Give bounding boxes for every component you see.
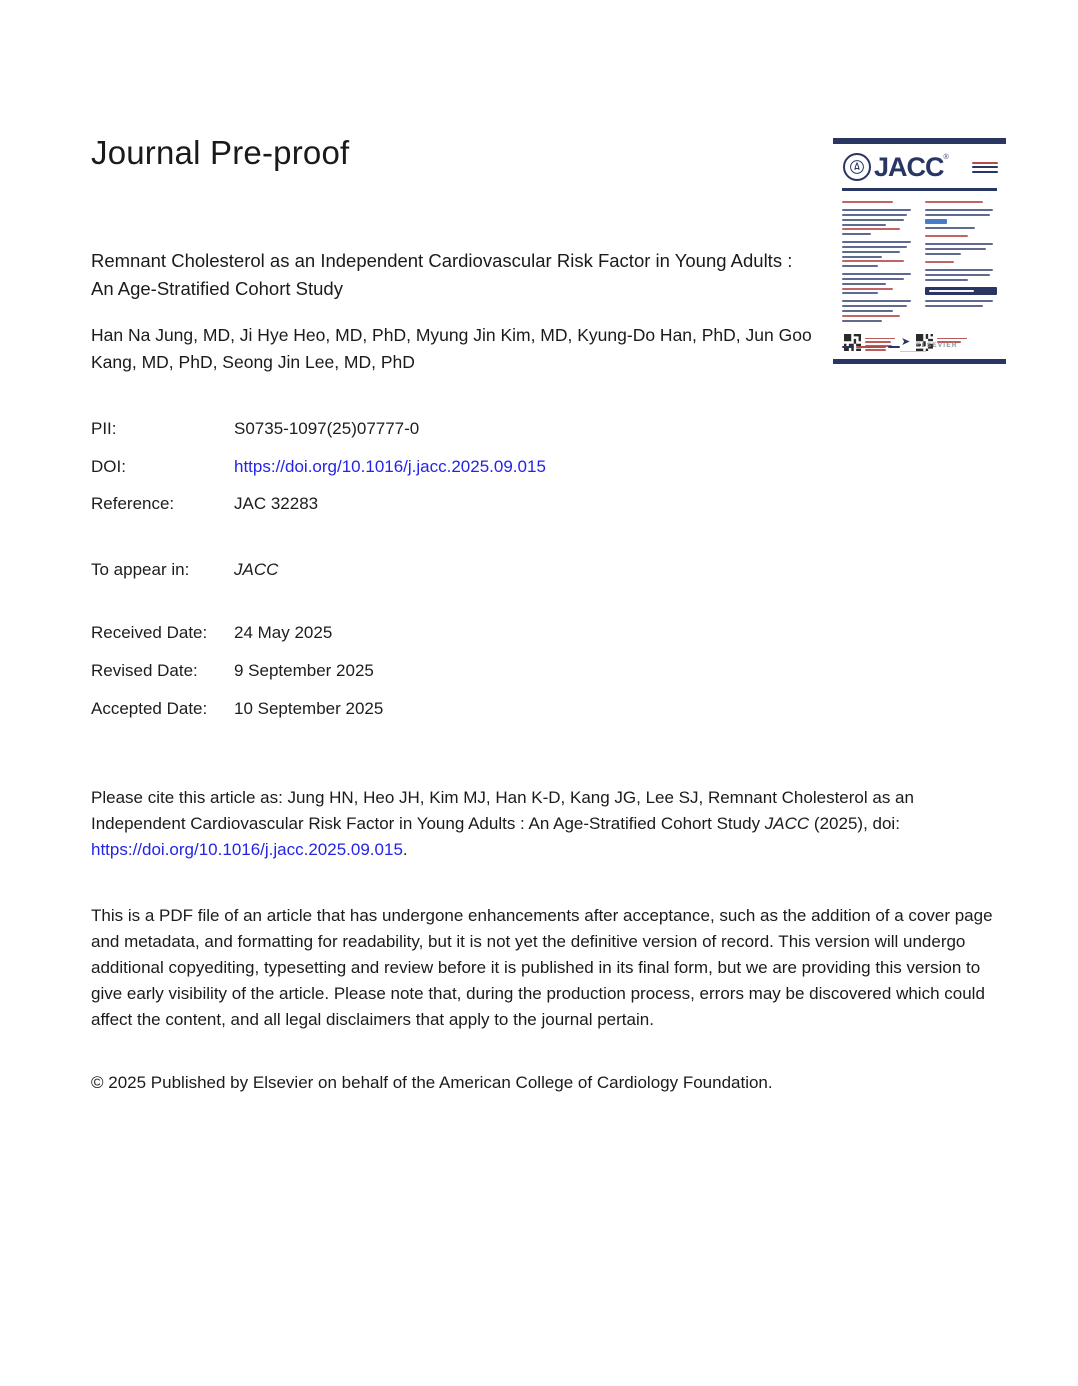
meta-row-pii xyxy=(91,419,419,439)
jacc-seal-icon xyxy=(843,153,871,181)
citation-paragraph xyxy=(91,785,996,863)
cover-section-header-placeholder xyxy=(925,235,998,238)
reference-label: Reference: xyxy=(91,494,175,513)
cover-url-placeholder xyxy=(842,346,900,348)
cover-article-listing-placeholder xyxy=(925,300,998,307)
meta-row-doi xyxy=(91,457,546,477)
jacc-cover-thumbnail xyxy=(833,138,1006,364)
cover-coming-soon-box xyxy=(925,287,998,295)
cover-contents-listing xyxy=(833,196,1006,328)
registered-mark-icon: ® xyxy=(943,153,948,161)
pii-value: S0735-1097(25)07777-0 xyxy=(234,419,420,438)
article-title: Remnant Cholesterol as an Independent Cardiovascular Risk Factor in Young Adults : An Age-Stratified Cohort Study xyxy=(91,250,793,299)
cover-divider xyxy=(842,188,997,191)
revised-value: 9 September 2025 xyxy=(234,661,374,680)
to-appear-value: JACC xyxy=(234,560,279,579)
doi-link[interactable]: https://doi.org/10.1016/j.jacc.2025.09.015 xyxy=(234,457,546,476)
cover-article-listing-placeholder xyxy=(925,209,998,228)
accepted-value: 10 September 2025 xyxy=(234,699,384,718)
meta-row-accepted xyxy=(91,699,383,719)
accepted-label: Accepted Date: xyxy=(91,699,208,718)
meta-row-reference xyxy=(91,494,318,514)
disclaimer-paragraph: This is a PDF file of an article that has undergone enhancements after acceptance, such as the addition of a cover page and metadata, and formatting for readability, but it is not yet the definitive version of record. This version will undergo additional copyediting, typesetting and review before it is published in its final form, but we are providing this version to give early visibility of the article. Please note that, during the production process, errors may be discovered which could affect the content, and all legal disclaimers that apply to the journal pertain. xyxy=(91,906,993,1029)
cover-footer xyxy=(842,342,997,353)
cover-section-header-placeholder xyxy=(842,201,915,204)
jacc-logo: JACC® xyxy=(874,151,948,182)
citation-middle: (2025), doi: xyxy=(809,814,900,833)
elsevier-wordmark: ELSEVIER xyxy=(900,342,958,353)
meta-row-revised xyxy=(91,661,374,681)
cover-masthead xyxy=(833,144,1006,183)
reference-value: JAC 32283 xyxy=(234,494,319,513)
cover-badge-icon xyxy=(925,219,947,224)
cover-bottom-bar xyxy=(833,359,1006,364)
received-label: Received Date: xyxy=(91,623,208,642)
cover-section-header-placeholder xyxy=(925,261,998,264)
to-appear-label: To appear in: xyxy=(91,560,190,579)
meta-row-to-appear xyxy=(91,560,278,580)
cover-article-listing-placeholder xyxy=(842,273,915,294)
cover-issue-info-placeholder xyxy=(972,159,998,175)
received-value: 24 May 2025 xyxy=(234,623,333,642)
cover-article-listing-placeholder xyxy=(925,243,998,255)
cover-right-column xyxy=(925,198,998,328)
cover-section-header-placeholder xyxy=(925,201,998,204)
cover-article-listing-placeholder xyxy=(842,241,915,267)
cover-article-listing-placeholder xyxy=(925,269,998,281)
pii-label: PII: xyxy=(91,419,117,438)
citation-doi-link[interactable]: https://doi.org/10.1016/j.jacc.2025.09.015 xyxy=(91,840,403,859)
copyright-line: © 2025 Published by Elsevier on behalf of the American College of Cardiology Foundation. xyxy=(91,1073,773,1092)
citation-suffix: . xyxy=(402,840,408,859)
citation-text: Please cite this article as: Jung HN, Heo JH, Kim MJ, Han K-D, Kang JG, Lee SJ, Remnant Cholesterol as an Independent Cardiovascular Risk Factor in Young Adults : An Age-Stratified Cohort Study xyxy=(91,788,914,833)
article-authors: Han Na Jung, MD, Ji Hye Heo, MD, PhD, Myung Jin Kim, MD, Kyung-Do Han, PhD, Jun Goo Kang, MD, PhD, Seong Jin Lee, MD, PhD xyxy=(91,325,812,372)
page-title: Journal Pre-proof xyxy=(91,134,350,171)
citation-journal: JACC xyxy=(764,814,810,833)
arrow-icon: ➤ xyxy=(901,335,911,348)
revised-label: Revised Date: xyxy=(91,661,198,680)
meta-row-received xyxy=(91,623,332,643)
cover-article-listing-placeholder xyxy=(842,209,915,235)
cover-article-listing-placeholder xyxy=(842,300,915,321)
doi-label: DOI: xyxy=(91,457,126,476)
cover-left-column xyxy=(842,198,915,328)
